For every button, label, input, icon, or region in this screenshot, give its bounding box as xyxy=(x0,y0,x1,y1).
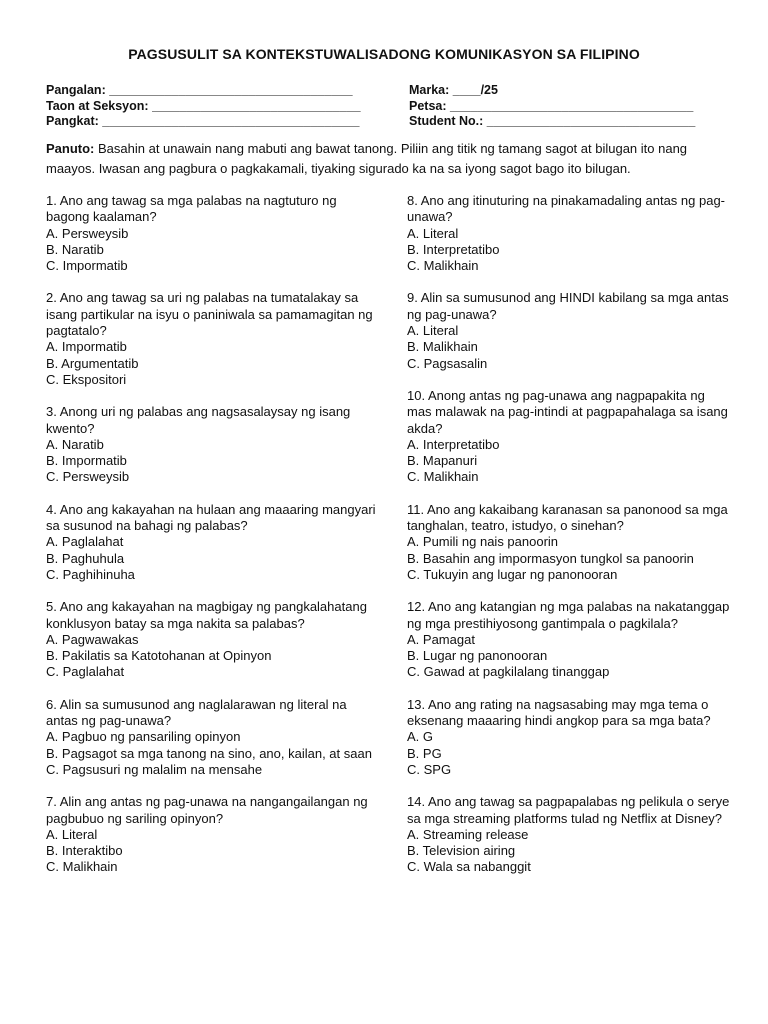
question-item xyxy=(407,388,732,486)
question-item xyxy=(407,193,732,274)
question-stem: 11. Ano ang kakaibang karanasan sa panonood sa mga tanghalan, teatro, istudyo, o sinehan? xyxy=(407,501,728,534)
date-row xyxy=(409,99,695,115)
answer-option[interactable]: C. Malikhain xyxy=(407,258,479,274)
question-item xyxy=(407,290,732,371)
answer-option[interactable]: C. Impormatib xyxy=(46,258,128,274)
question-item xyxy=(407,794,732,875)
student-info-right xyxy=(409,83,695,130)
date-blank[interactable]: ___________________________________ xyxy=(450,98,694,113)
student-no-row xyxy=(409,114,695,130)
question-item xyxy=(407,599,732,680)
answer-option[interactable]: B. Impormatib xyxy=(46,453,127,469)
question-stem: 9. Alin sa sumusunod ang HINDI kabilang sa mga antas ng pag-unawa? xyxy=(407,290,729,322)
answer-option[interactable]: A. Naratib xyxy=(46,436,104,452)
answer-option[interactable]: A. Literal xyxy=(407,225,459,241)
student-no-label: Student No.: xyxy=(409,114,484,128)
answer-option[interactable]: B. Lugar ng panonooran xyxy=(407,648,548,664)
answer-option[interactable]: B. Pakilatis sa Katotohanan at Opinyon xyxy=(46,648,272,664)
question-item xyxy=(46,794,376,875)
answer-option[interactable]: B. Malikhain xyxy=(407,339,478,355)
question-stem: 6. Alin sa sumusunod ang naglalarawan ng literal na antas ng pag-unawa? xyxy=(46,696,347,729)
question-stem: 2. Ano ang tawag sa uri ng palabas na tumatalakay sa isang partikular na isyu o paniniwala sa pamamagitan ng pagtatalo? xyxy=(46,290,373,339)
answer-option[interactable]: B. Basahin ang impormasyon tungkol sa panoorin xyxy=(407,550,694,566)
questions-right-column xyxy=(407,193,732,892)
question-stem: 10. Anong antas ng pag-unawa ang nagpapakita ng mas malawak na pag-intindi at pagpapahalaga sa isang akda? xyxy=(407,387,728,436)
instructions-text: Basahin at unawain nang mabuti ang bawat tanong. Piliin ang titik ng tamang sagot at bilugan ito nang maayos. Iwasan ang pagbura o pagkakamali, tiyaking sigurado ka na sa iyong sagot bago ito bilugan. xyxy=(46,141,688,176)
answer-option[interactable]: A. Impormatib xyxy=(46,339,127,355)
answer-option[interactable]: A. Pumili ng nais panoorin xyxy=(407,534,559,550)
answer-option[interactable]: A. Pagwawakas xyxy=(46,631,139,647)
answer-option[interactable]: B. Television airing xyxy=(407,843,516,859)
question-item xyxy=(407,697,732,778)
answer-option[interactable]: A. Persweysib xyxy=(46,225,129,241)
question-stem: 13. Ano ang rating na nagsasabing may mga tema o eksenang maaaring hindi angkop para sa mga bata? xyxy=(407,696,711,729)
answer-option[interactable]: B. Interpretatibo xyxy=(407,241,500,257)
answer-option[interactable]: A. G xyxy=(407,729,434,745)
date-label: Petsa: xyxy=(409,98,447,113)
question-stem: 5. Ano ang kakayahan na magbigay ng pangkalahatang konklusyon batay sa mga nakita sa palabas? xyxy=(46,599,367,631)
score-blank[interactable]: ____/25 xyxy=(452,83,498,97)
answer-option[interactable]: A. Literal xyxy=(46,826,98,842)
answer-option[interactable]: C. Ekspositori xyxy=(46,371,127,387)
answer-option[interactable]: A. Literal xyxy=(407,323,459,339)
name-row xyxy=(46,83,361,99)
answer-option[interactable]: A. Interpretatibo xyxy=(407,436,500,452)
instructions xyxy=(46,139,736,179)
section-label: Taon at Seksyon: xyxy=(46,98,149,113)
question-stem: 7. Alin ang antas ng pag-unawa na nangangailangan ng pagbubuo ng sariling opinyon? xyxy=(46,794,368,826)
questions-left-column xyxy=(46,193,376,892)
answer-option[interactable]: C. Pagsasalin xyxy=(407,355,488,371)
question-stem: 8. Ano ang itinuturing na pinakamadaling antas ng pag-unawa? xyxy=(407,193,726,225)
answer-option[interactable]: C. Paglalahat xyxy=(46,664,125,680)
question-stem: 3. Anong uri ng palabas ang nagsasalaysay ng isang kwento? xyxy=(46,404,351,436)
question-stem: 12. Ano ang katangian ng mga palabas na nakatanggap ng mga prestihiyosong gantimpala o pagkilala? xyxy=(407,599,730,631)
score-row xyxy=(409,83,695,99)
question-item xyxy=(46,502,376,583)
answer-option[interactable]: B. Paghuhula xyxy=(46,550,125,566)
answer-option[interactable]: B. PG xyxy=(407,745,442,761)
question-stem: 14. Ano ang tawag sa pagpapalabas ng pelikula o serye sa mga streaming platforms tulad ng Netflix at Disney? xyxy=(407,794,730,826)
question-item xyxy=(46,697,376,778)
section-row xyxy=(46,99,361,115)
question-item xyxy=(46,404,376,485)
answer-option[interactable]: B. Naratib xyxy=(46,241,104,257)
answer-option[interactable]: B. Interaktibo xyxy=(46,843,123,859)
answer-option[interactable]: C. SPG xyxy=(407,761,452,777)
question-item xyxy=(46,599,376,680)
answer-option[interactable]: C. Malikhain xyxy=(46,859,118,875)
answer-option[interactable]: B. Pagsagot sa mga tanong na sino, ano, kailan, at saan xyxy=(46,745,372,761)
answer-option[interactable]: C. Pagsusuri ng malalim na mensahe xyxy=(46,761,263,777)
answer-option[interactable]: C. Tukuyin ang lugar ng panonooran xyxy=(407,566,618,582)
answer-option[interactable]: B. Mapanuri xyxy=(407,453,478,469)
name-label: Pangalan: xyxy=(46,83,106,97)
instructions-label: Panuto: xyxy=(46,141,95,156)
question-stem: 4. Ano ang kakayahan na hulaan ang maaaring mangyari sa susunod na bahagi ng palabas? xyxy=(46,501,376,534)
question-stem: 1. Ano ang tawag sa mga palabas na nagtuturo ng bagong kaalaman? xyxy=(46,193,337,225)
group-row xyxy=(46,114,361,130)
group-label: Pangkat: xyxy=(46,114,99,128)
answer-option[interactable]: C. Wala sa nabanggit xyxy=(407,859,531,875)
question-item xyxy=(46,290,376,388)
name-blank[interactable]: ___________________________________ xyxy=(109,83,353,97)
answer-option[interactable]: A. Streaming release xyxy=(407,826,529,842)
student-info-left xyxy=(46,83,361,130)
group-blank[interactable]: _____________________________________ xyxy=(102,114,360,128)
answer-option[interactable]: B. Argumentatib xyxy=(46,355,139,371)
exam-title: PAGSUSULIT SA KONTEKSTUWALISADONG KOMUNIKASYON SA FILIPINO xyxy=(128,46,640,62)
answer-option[interactable]: C. Malikhain xyxy=(407,469,479,485)
question-item xyxy=(46,193,376,274)
score-label: Marka: xyxy=(409,83,450,97)
question-item xyxy=(407,502,732,583)
answer-option[interactable]: A. Pamagat xyxy=(407,631,475,647)
section-blank[interactable]: ______________________________ xyxy=(152,98,361,113)
answer-option[interactable]: A. Pagbuo ng pansariling opinyon xyxy=(46,729,241,745)
answer-option[interactable]: C. Persweysib xyxy=(46,469,130,485)
answer-option[interactable]: A. Paglalahat xyxy=(46,534,124,550)
student-no-blank[interactable]: ______________________________ xyxy=(486,114,696,128)
answer-option[interactable]: C. Gawad at pagkilalang tinanggap xyxy=(407,664,610,680)
answer-option[interactable]: C. Paghihinuha xyxy=(46,566,135,582)
